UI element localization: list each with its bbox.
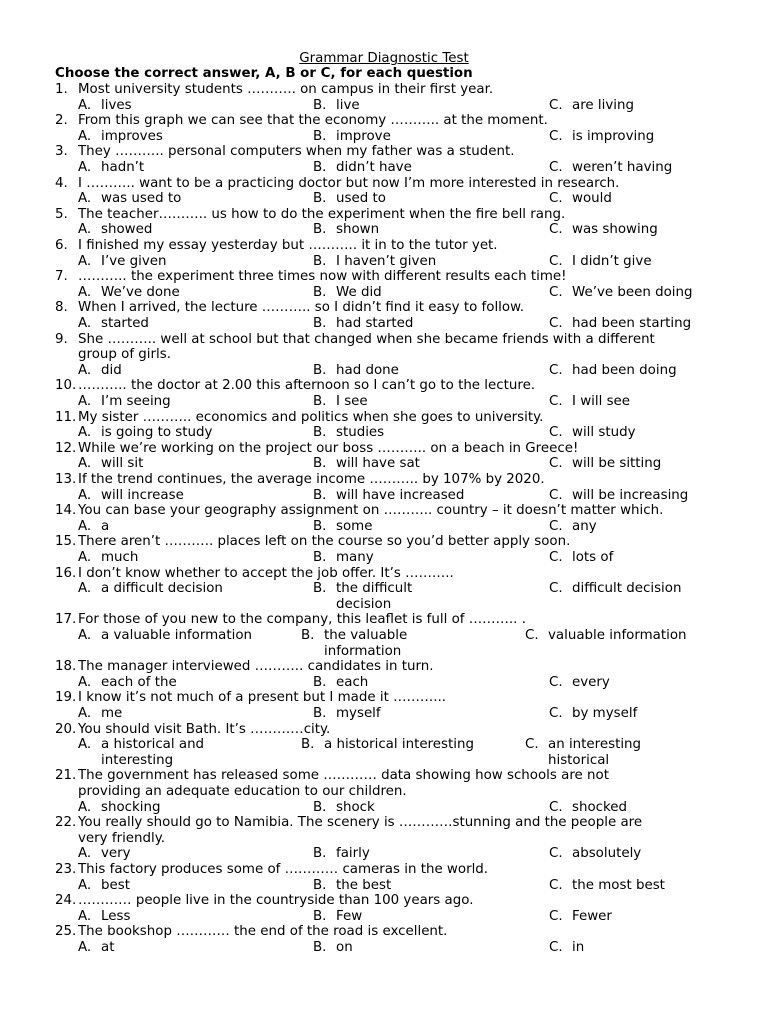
option-c-label: C.: [525, 737, 539, 753]
option-b-label: B.: [313, 706, 327, 721]
question-text: They ……….. personal computers when my father was a student.: [78, 144, 515, 160]
option-c-text: weren’t having: [572, 160, 673, 175]
option-a-text: will sit: [101, 456, 144, 472]
question-text: providing an adequate education to our children.: [78, 784, 407, 799]
option-b-label: B.: [313, 550, 327, 565]
option-c-label: C.: [549, 128, 563, 144]
question-text: She ……….. well at school but that changed when she became friends with a different: [78, 331, 655, 347]
option-c-label: C.: [549, 940, 563, 955]
question-text: This factory produces some of ………… cameras in the world.: [78, 862, 489, 877]
option-b-text: didn’t have: [336, 160, 412, 175]
option-c-label: C.: [549, 908, 563, 924]
option-b-label: B.: [313, 362, 327, 378]
question-text: If the trend continues, the average income ……….. by 107% by 2020.: [78, 472, 545, 487]
option-b-text: shock: [336, 799, 375, 815]
question-number: 16.: [55, 565, 77, 581]
option-b-label: B.: [313, 253, 327, 269]
option-c-text: every: [572, 674, 610, 690]
option-b-text: shown: [336, 222, 380, 238]
question-number: 21.: [55, 768, 77, 784]
question-text: When I arrived, the lecture ……….. so I didn’t find it easy to follow.: [78, 300, 525, 316]
question-text: I don’t know whether to accept the job offer. It’s ………..: [78, 565, 454, 581]
option-c-text: are living: [572, 97, 634, 113]
option-a-text: best: [101, 877, 130, 893]
option-a-label: A.: [78, 222, 92, 238]
question-text: I finished my essay yesterday but ……….. it in to the tutor yet.: [78, 238, 498, 253]
option-a-text: lives: [101, 97, 132, 113]
option-c-label: C.: [549, 284, 563, 300]
question-number: 8.: [55, 300, 68, 316]
option-a-text: I’m seeing: [101, 394, 171, 409]
option-c-text: lots of: [572, 550, 614, 565]
option-a-text: at: [101, 940, 115, 955]
page-title: Grammar Diagnostic Test: [299, 51, 469, 66]
question-text: My sister ……….. economics and politics when she goes to university.: [78, 409, 544, 425]
option-a-text: Less: [101, 908, 131, 924]
option-c-text: had been doing: [572, 362, 677, 378]
option-c-text: will be increasing: [572, 487, 689, 503]
question-number: 20.: [55, 721, 77, 737]
question-number: 11.: [55, 409, 77, 425]
option-c-label: C.: [549, 877, 563, 893]
question-text: There aren’t ……….. places left on the course so you’d better apply soon.: [78, 534, 571, 550]
option-a-label: A.: [78, 940, 92, 955]
option-c-label: C.: [549, 362, 563, 378]
option-b-text: many: [336, 550, 374, 565]
option-a-label: A.: [78, 674, 92, 690]
question-text: ……….. the experiment three times now with different results each time!: [78, 269, 567, 285]
option-a-label: A.: [78, 908, 92, 924]
option-c-label: C.: [549, 394, 563, 409]
option-a-text: was used to: [101, 191, 182, 207]
option-b-text: each: [336, 674, 369, 690]
option-a-text: interesting: [101, 752, 174, 768]
option-b-label: B.: [313, 846, 327, 862]
option-c-text: by myself: [572, 706, 638, 721]
question-text: From this graph we can see that the economy ……….. at the moment.: [78, 113, 548, 129]
option-b-label: B.: [313, 284, 327, 300]
option-c-text: in: [572, 940, 585, 955]
option-c-text: any: [572, 518, 597, 534]
option-c-text: Fewer: [572, 908, 612, 924]
option-c-text: the most best: [572, 877, 665, 893]
option-c-label: C.: [549, 222, 563, 238]
question-text: You can base your geography assignment on ……….. country – it doesn’t matter which.: [78, 503, 664, 519]
option-b-label: B.: [313, 316, 327, 331]
option-a-label: A.: [78, 191, 92, 207]
option-c-text: shocked: [572, 799, 628, 815]
question-text: ………… people live in the countryside than 100 years ago.: [78, 893, 474, 909]
option-b-text: some: [336, 518, 373, 534]
option-c-text: was showing: [572, 222, 658, 238]
option-a-text: We’ve done: [101, 284, 180, 300]
option-c-label: C.: [549, 97, 563, 113]
option-b-text: on: [336, 940, 353, 955]
option-b-text: myself: [336, 706, 381, 721]
option-a-text: hadn’t: [101, 160, 145, 175]
question-text: very friendly.: [78, 830, 166, 846]
option-b-text: decision: [336, 596, 392, 612]
question-number: 9.: [55, 331, 68, 347]
option-c-label: C.: [549, 456, 563, 472]
option-b-label: B.: [313, 128, 327, 144]
option-c-label: C.: [549, 425, 563, 441]
option-c-text: an interesting: [548, 737, 642, 753]
option-a-label: A.: [78, 316, 92, 331]
option-a-text: me: [101, 706, 123, 721]
option-c-text: would: [572, 191, 612, 207]
option-a-label: A.: [78, 550, 92, 565]
option-b-text: information: [324, 643, 402, 659]
question-number: 12.: [55, 440, 77, 456]
option-c-label: C.: [549, 550, 563, 565]
option-a-label: A.: [78, 799, 92, 815]
option-b-text: fairly: [336, 846, 370, 862]
option-c-label: C.: [525, 628, 539, 643]
option-b-text: the best: [336, 877, 392, 893]
option-b-text: will have increased: [336, 487, 465, 503]
option-b-text: the difficult: [336, 581, 413, 597]
option-a-text: a historical and: [101, 737, 205, 753]
option-a-text: started: [101, 316, 149, 331]
option-a-label: A.: [78, 628, 92, 643]
option-c-label: C.: [549, 253, 563, 269]
question-number: 24.: [55, 893, 77, 909]
question-number: 2.: [55, 113, 68, 129]
question-text: While we’re working on the project our boss ……….. on a beach in Greece!: [78, 440, 579, 456]
option-b-text: the valuable: [324, 628, 408, 643]
option-a-label: A.: [78, 877, 92, 893]
option-c-text: valuable information: [548, 628, 687, 643]
question-number: 1.: [55, 82, 68, 97]
option-b-text: studies: [336, 425, 385, 441]
option-a-label: A.: [78, 284, 92, 300]
option-b-text: live: [336, 97, 360, 113]
option-a-text: each of the: [101, 674, 177, 690]
instructions: Choose the correct answer, A, B or C, for each question: [55, 66, 473, 81]
option-b-label: B.: [313, 394, 327, 409]
question-number: 19.: [55, 690, 77, 706]
option-a-text: will increase: [101, 487, 184, 503]
option-c-text: difficult decision: [572, 581, 682, 597]
option-b-label: B.: [313, 456, 327, 472]
option-b-label: B.: [313, 674, 327, 690]
option-a-text: much: [101, 550, 139, 565]
option-a-text: improves: [101, 128, 163, 144]
option-a-label: A.: [78, 128, 92, 144]
option-b-label: B.: [301, 737, 315, 753]
question-text: I ……….. want to be a practicing doctor but now I’m more interested in research.: [78, 175, 620, 191]
option-a-text: a: [101, 518, 110, 534]
option-b-label: B.: [313, 222, 327, 238]
question-number: 23.: [55, 862, 77, 877]
option-c-text: had been starting: [572, 316, 692, 331]
option-a-label: A.: [78, 97, 92, 113]
option-b-text: had started: [336, 316, 414, 331]
question-number: 22.: [55, 815, 77, 831]
option-a-label: A.: [78, 394, 92, 409]
option-c-label: C.: [549, 160, 563, 175]
option-b-label: B.: [313, 940, 327, 955]
option-c-label: C.: [549, 674, 563, 690]
option-b-label: B.: [313, 581, 327, 597]
option-b-label: B.: [313, 487, 327, 503]
question-number: 3.: [55, 144, 68, 160]
option-a-label: A.: [78, 425, 92, 441]
option-a-text: a difficult decision: [101, 581, 223, 597]
option-b-label: B.: [313, 160, 327, 175]
option-a-text: I’ve given: [101, 253, 167, 269]
question-text: For those of you new to the company, this leaflet is full of ……….. .: [78, 612, 526, 628]
question-number: 15.: [55, 534, 77, 550]
option-b-label: B.: [313, 799, 327, 815]
option-b-label: B.: [301, 628, 315, 643]
option-c-label: C.: [549, 706, 563, 721]
option-c-label: C.: [549, 846, 563, 862]
option-b-label: B.: [313, 191, 327, 207]
question-text: The bookshop ………… the end of the road is excellent.: [78, 924, 448, 940]
option-a-label: A.: [78, 253, 92, 269]
option-c-text: absolutely: [572, 846, 642, 862]
option-b-text: I haven’t given: [336, 253, 437, 269]
option-c-label: C.: [549, 316, 563, 331]
option-a-label: A.: [78, 456, 92, 472]
question-number: 13.: [55, 472, 77, 487]
option-c-text: will study: [572, 425, 636, 441]
option-a-label: A.: [78, 160, 92, 175]
option-a-text: did: [101, 362, 122, 378]
option-b-text: used to: [336, 191, 386, 207]
option-a-text: shocking: [101, 799, 161, 815]
option-a-label: A.: [78, 737, 92, 753]
question-number: 10.: [55, 378, 77, 394]
question-text: The manager interviewed ……….. candidates in turn.: [78, 659, 434, 675]
option-a-label: A.: [78, 846, 92, 862]
question-text: group of girls.: [78, 347, 171, 363]
question-number: 6.: [55, 238, 68, 253]
option-b-text: Few: [336, 908, 363, 924]
option-a-label: A.: [78, 581, 92, 597]
question-number: 14.: [55, 503, 77, 519]
option-a-label: A.: [78, 362, 92, 378]
option-b-text: We did: [336, 284, 382, 300]
question-number: 5.: [55, 206, 68, 222]
option-b-text: will have sat: [336, 456, 420, 472]
option-a-label: A.: [78, 487, 92, 503]
question-number: 4.: [55, 175, 68, 191]
option-b-label: B.: [313, 425, 327, 441]
option-a-text: very: [101, 846, 131, 862]
question-number: 7.: [55, 269, 68, 285]
option-a-label: A.: [78, 518, 92, 534]
option-c-label: C.: [549, 581, 563, 597]
option-b-text: improve: [336, 128, 391, 144]
option-c-text: We’ve been doing: [572, 284, 693, 300]
option-c-text: I will see: [572, 394, 631, 409]
option-a-text: showed: [101, 222, 153, 238]
option-c-text: I didn’t give: [572, 253, 652, 269]
option-c-text: historical: [548, 752, 610, 768]
option-b-text: a historical interesting: [324, 737, 474, 753]
option-c-label: C.: [549, 191, 563, 207]
question-text: Most university students ……….. on campus in their first year.: [78, 82, 494, 97]
option-b-label: B.: [313, 908, 327, 924]
question-text: You should visit Bath. It’s …………city.: [78, 721, 331, 737]
option-b-text: had done: [336, 362, 399, 378]
question-text: I know it’s not much of a present but I made it ………...: [78, 690, 447, 706]
option-b-label: B.: [313, 518, 327, 534]
question-text: You really should go to Namibia. The scenery is …………stunning and the people are: [78, 815, 643, 831]
question-text: The government has released some ………… data showing how schools are not: [78, 768, 609, 784]
question-number: 18.: [55, 659, 77, 675]
option-a-text: a valuable information: [101, 628, 253, 643]
question-number: 25.: [55, 924, 77, 940]
option-c-label: C.: [549, 518, 563, 534]
option-c-label: C.: [549, 799, 563, 815]
option-a-text: is going to study: [101, 425, 213, 441]
option-b-label: B.: [313, 97, 327, 113]
question-text: ……….. the doctor at 2.00 this afternoon so I can’t go to the lecture.: [78, 378, 536, 394]
option-c-text: will be sitting: [572, 456, 662, 472]
option-a-label: A.: [78, 706, 92, 721]
option-c-label: C.: [549, 487, 563, 503]
question-text: The teacher……….. us how to do the experiment when the fire bell rang.: [78, 206, 566, 222]
option-b-label: B.: [313, 877, 327, 893]
option-b-text: I see: [336, 394, 368, 409]
option-c-text: is improving: [572, 128, 655, 144]
question-number: 17.: [55, 612, 77, 628]
